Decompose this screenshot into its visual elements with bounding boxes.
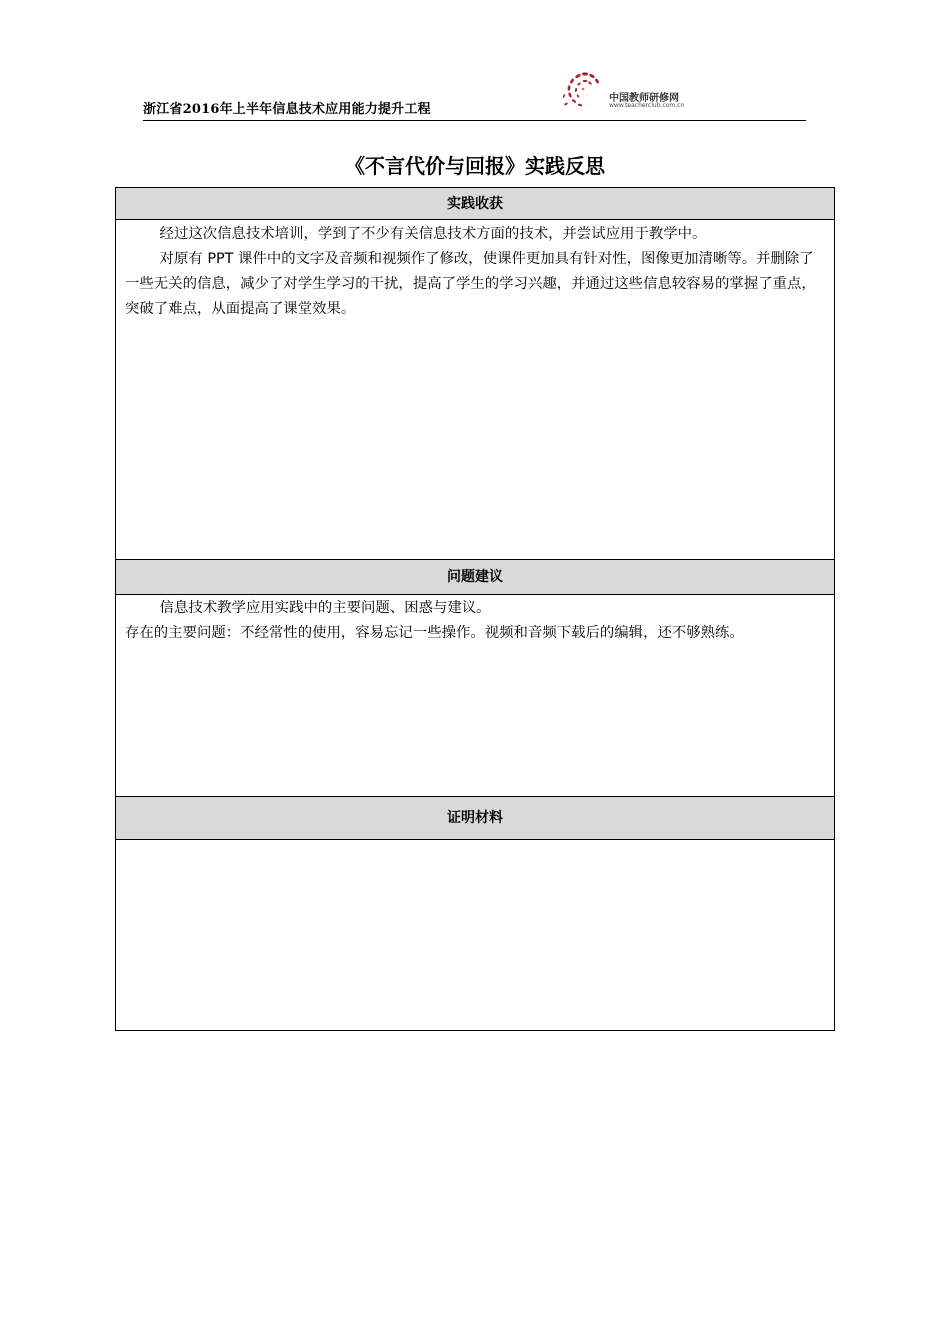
issues-paragraph-1: 信息技术教学应用实践中的主要问题、困惑与建议。 [159,600,491,616]
flower-logo-icon [561,68,609,116]
harvest-p2-prefix: 对原有 [159,251,203,267]
teacherclub-logo [561,68,701,116]
header-title: 浙江省2016年上半年信息技术应用能力提升工程 [143,102,431,117]
section-body-evidence [116,841,834,1029]
document-title: 《不言代价与回报》实践反思 [345,154,605,178]
harvest-p2-ppt: PPT [207,251,234,267]
issues-paragraph-2: 存在的主要问题：不经常性的使用，容易忘记一些操作。视频和音频下载后的编辑，还不够熟练。 [125,625,744,641]
harvest-p2-rest: 课件中的文字及音频和视频作了修改，使课件更加具有针对性，图像更加清晰等。并删除了一些无关的信息，减少了对学生学习的干扰，提高了学生的学习兴趣，并通过这些信息较容易的掌握了重点，突破了难点，从面提高了课堂效果。 [125,251,816,317]
harvest-paragraph-2 [125,247,825,322]
section-body-harvest [116,222,834,322]
section-heading-issues: 问题建议 [116,559,834,595]
logo-url: www.teacherclub.com.cn [609,102,685,109]
logo-name: 中国教师研修网 [609,93,679,104]
page-header [143,68,806,121]
harvest-paragraph-1: 经过这次信息技术培训，学到了不少有关信息技术方面的技术，并尝试应用于教学中。 [159,226,707,242]
reflection-table [115,187,835,1031]
section-body-issues [116,596,834,646]
section-heading-evidence: 证明材料 [116,796,834,840]
section-heading-harvest: 实践收获 [116,188,834,220]
